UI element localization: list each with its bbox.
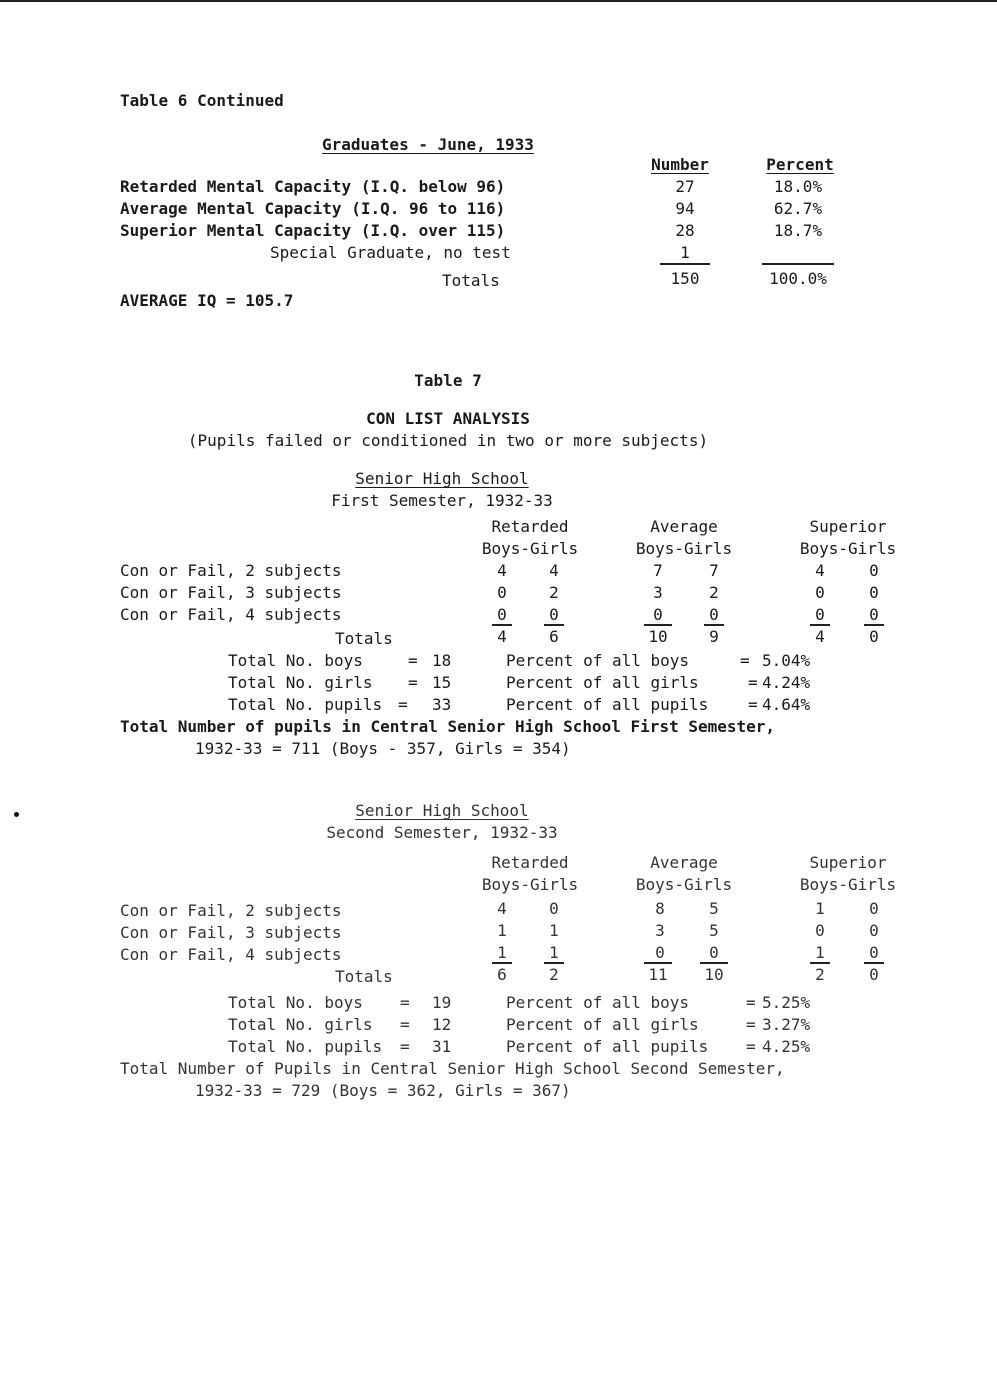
section1-total-cell: 4 [497, 627, 507, 646]
section2-summary-eq: = [400, 1015, 410, 1034]
section1-cell: 0 [709, 605, 719, 624]
margin-dot [14, 812, 19, 817]
section2-summary-pct: 4.25% [762, 1037, 811, 1056]
section2-cell: 8 [655, 899, 665, 918]
section2-row-label: Con or Fail, 4 subjects [120, 945, 342, 964]
table6-row-label: Special Graduate, no test [270, 243, 511, 262]
section2-group-average: Average [650, 853, 718, 872]
section2-summary-pct-label: Percent of all pupils [506, 1037, 709, 1056]
section2-cell: 5 [709, 899, 719, 918]
section1-summary-pct-eq: = [748, 673, 758, 692]
section1-summary-count: 18 [432, 651, 452, 670]
section2-total-cell: 6 [497, 965, 507, 984]
table6-row-number: 94 [675, 199, 695, 218]
table6-heading: Table 6 Continued [120, 91, 284, 110]
section2-total-rule [492, 962, 512, 964]
section2-cell: 0 [869, 943, 879, 962]
table7-heading: Table 7 [414, 371, 482, 390]
table6-totals-label: Totals [442, 271, 500, 290]
section2-summary-count: 12 [432, 1015, 452, 1034]
section1-sub-average: Boys-Girls [635, 539, 733, 558]
section2-sub-retarded: Boys-Girls [481, 875, 579, 894]
table7-title: CON LIST ANALYSIS [366, 409, 530, 428]
section1-cell: 0 [653, 605, 663, 624]
section2-cell: 1 [815, 899, 825, 918]
page-top-edge [0, 0, 997, 2]
section2-total-cell: 2 [815, 965, 825, 984]
section1-summary-eq: = [408, 673, 418, 692]
section2-total-rule [544, 962, 564, 964]
section1-summary-eq: = [398, 695, 408, 714]
table6-row-percent: 18.0% [773, 177, 823, 196]
section1-total-rule [544, 624, 564, 626]
table6-row-number: 1 [680, 243, 690, 262]
section1-total-rule [704, 624, 724, 626]
section1-sub-superior: Boys-Girls [799, 539, 897, 558]
section1-semester: First Semester, 1932-33 [331, 491, 553, 510]
section2-total-line-2: 1932-33 = 729 (Boys = 362, Girls = 367) [195, 1081, 571, 1100]
table6-totals-percent: 100.0% [769, 269, 827, 288]
section1-summary-pct: 5.04% [762, 651, 811, 670]
section1-total-rule [644, 624, 672, 626]
section2-cell: 4 [497, 899, 507, 918]
section2-summary-label: Total No. boys [228, 993, 363, 1012]
section1-group-superior: Superior [809, 517, 887, 536]
section2-cell: 0 [709, 943, 719, 962]
table6-number-rule [660, 263, 710, 265]
section1-summary-label: Total No. pupils [228, 695, 383, 714]
section1-summary-eq: = [408, 651, 418, 670]
section2-cell: 3 [655, 921, 665, 940]
section2-summary-pct-eq: = [746, 1037, 756, 1056]
section2-totals-label: Totals [335, 967, 393, 986]
section1-cell: 4 [815, 561, 825, 580]
section1-cell: 4 [549, 561, 559, 580]
section2-total-cell: 10 [704, 965, 724, 984]
table6-title: Graduates - June, 1933 [322, 135, 534, 154]
section2-row-label: Con or Fail, 3 subjects [120, 923, 342, 942]
section1-row-label: Con or Fail, 4 subjects [120, 605, 342, 624]
section1-group-average: Average [650, 517, 718, 536]
section1-cell: 7 [653, 561, 663, 580]
section2-summary-eq: = [400, 1037, 410, 1056]
table6-row-number: 27 [675, 177, 695, 196]
section1-summary-count: 15 [432, 673, 452, 692]
section2-cell: 1 [497, 943, 507, 962]
section1-total-rule [864, 624, 884, 626]
section1-cell: 0 [869, 583, 879, 602]
section2-summary-pct: 5.25% [762, 993, 811, 1012]
section2-total-line-1: Total Number of Pupils in Central Senior High School Second Semester, [120, 1059, 785, 1078]
section1-cell: 3 [653, 583, 663, 602]
section2-summary-pct-label: Percent of all boys [506, 993, 690, 1012]
table6-row-percent: 18.7% [773, 221, 823, 240]
section1-total-rule [810, 624, 830, 626]
section1-cell: 0 [549, 605, 559, 624]
section1-sub-retarded: Boys-Girls [481, 539, 579, 558]
section2-summary-count: 19 [432, 993, 452, 1012]
section1-total-cell: 10 [648, 627, 668, 646]
section2-summary-label: Total No. pupils [228, 1037, 383, 1056]
section1-total-cell: 9 [709, 627, 719, 646]
section1-total-cell: 6 [549, 627, 559, 646]
section1-cell: 0 [815, 583, 825, 602]
section1-cell: 0 [497, 583, 507, 602]
average-iq: AVERAGE IQ = 105.7 [120, 291, 294, 310]
section1-cell: 2 [709, 583, 719, 602]
section2-semester: Second Semester, 1932-33 [326, 823, 558, 842]
section2-sub-superior: Boys-Girls [799, 875, 897, 894]
section1-cell: 7 [709, 561, 719, 580]
section2-cell: 1 [549, 943, 559, 962]
section2-summary-label: Total No. girls [228, 1015, 373, 1034]
table6-row-percent: 62.7% [773, 199, 823, 218]
section1-summary-count: 33 [432, 695, 452, 714]
table6-row-label: Superior Mental Capacity (I.Q. over 115) [120, 221, 506, 240]
section1-total-line-2: 1932-33 = 711 (Boys - 357, Girls = 354) [195, 739, 571, 758]
section1-total-cell: 0 [869, 627, 879, 646]
section1-summary-pct-eq: = [748, 695, 758, 714]
section1-total-line-1: Total Number of pupils in Central Senior High School First Semester, [120, 717, 776, 736]
section2-total-rule [810, 962, 830, 964]
table6-row-number: 28 [675, 221, 695, 240]
table6-row-label: Retarded Mental Capacity (I.Q. below 96) [120, 177, 506, 196]
section1-cell: 2 [549, 583, 559, 602]
section2-cell: 0 [869, 899, 879, 918]
section1-row-label: Con or Fail, 2 subjects [120, 561, 342, 580]
table7-subtitle: (Pupils failed or conditioned in two or more subjects) [187, 431, 709, 450]
section1-summary-pct-label: Percent of all pupils [506, 695, 709, 714]
section1-cell: 0 [869, 605, 879, 624]
table6-col-percent: Percent [766, 155, 834, 174]
section2-cell: 5 [709, 921, 719, 940]
section2-cell: 0 [815, 921, 825, 940]
section2-cell: 1 [815, 943, 825, 962]
section2-cell: 0 [655, 943, 665, 962]
section1-summary-label: Total No. girls [228, 673, 373, 692]
section2-group-retarded: Retarded [491, 853, 569, 872]
section1-school: Senior High School [355, 469, 529, 488]
section1-summary-pct: 4.24% [762, 673, 811, 692]
section1-cell: 0 [497, 605, 507, 624]
section1-cell: 0 [815, 605, 825, 624]
section1-summary-pct-eq: = [740, 651, 750, 670]
table6-totals-number: 150 [670, 269, 700, 288]
section2-summary-pct-label: Percent of all girls [506, 1015, 699, 1034]
section2-cell: 0 [549, 899, 559, 918]
table6-col-number: Number [651, 155, 709, 174]
section2-school: Senior High School [355, 801, 529, 820]
section1-summary-pct-label: Percent of all boys [506, 651, 690, 670]
section2-total-cell: 2 [549, 965, 559, 984]
section1-totals-label: Totals [335, 629, 393, 648]
section2-sub-average: Boys-Girls [635, 875, 733, 894]
section1-group-retarded: Retarded [491, 517, 569, 536]
section2-total-cell: 0 [869, 965, 879, 984]
section2-cell: 1 [497, 921, 507, 940]
section2-total-rule [864, 962, 884, 964]
section1-row-label: Con or Fail, 3 subjects [120, 583, 342, 602]
section2-cell: 1 [549, 921, 559, 940]
section2-cell: 0 [869, 921, 879, 940]
section2-summary-eq: = [400, 993, 410, 1012]
table6-percent-rule [762, 263, 834, 265]
section2-summary-pct-eq: = [746, 1015, 756, 1034]
section2-summary-pct-eq: = [746, 993, 756, 1012]
section1-summary-pct-label: Percent of all girls [506, 673, 699, 692]
section2-total-cell: 11 [648, 965, 668, 984]
section2-row-label: Con or Fail, 2 subjects [120, 901, 342, 920]
section1-cell: 4 [497, 561, 507, 580]
section2-summary-count: 31 [432, 1037, 452, 1056]
section1-total-rule [492, 624, 512, 626]
section1-total-cell: 4 [815, 627, 825, 646]
section1-summary-label: Total No. boys [228, 651, 363, 670]
section2-summary-pct: 3.27% [762, 1015, 811, 1034]
table6-row-label: Average Mental Capacity (I.Q. 96 to 116) [120, 199, 506, 218]
section2-total-rule [644, 962, 672, 964]
section2-total-rule [700, 962, 728, 964]
section2-group-superior: Superior [809, 853, 887, 872]
section1-cell: 0 [869, 561, 879, 580]
section1-summary-pct: 4.64% [762, 695, 811, 714]
